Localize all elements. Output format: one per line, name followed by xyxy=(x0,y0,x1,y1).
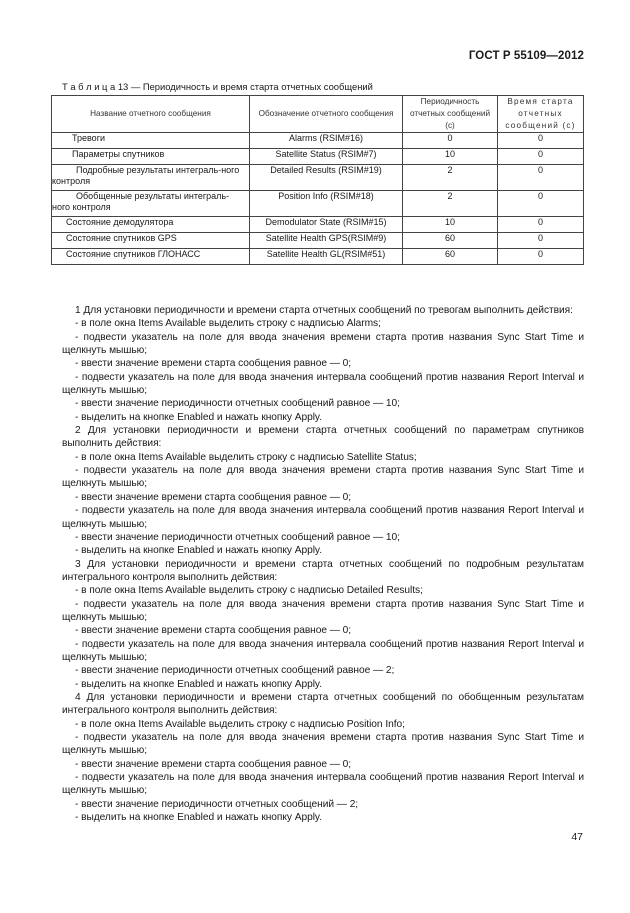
instruction-paragraph: - ввести значение времени старта сообщения равное — 0; xyxy=(75,491,352,503)
table-cell-name: Состояние спутников ГЛОНАСС xyxy=(52,249,250,265)
instruction-paragraph: - выделить на кнопке Enabled и нажать кнопку Apply. xyxy=(75,545,322,557)
instruction-paragraph: - ввести значение времени старта сообщения равное — 0; xyxy=(75,758,352,770)
table-row xyxy=(52,249,584,265)
table-cell-period: 60 xyxy=(403,233,498,249)
table-cell-period: 10 xyxy=(403,217,498,233)
table-cell-period: 2 xyxy=(403,165,498,191)
table-cell-period: 2 xyxy=(403,191,498,217)
table-cell-name: Состояние спутников GPS xyxy=(52,233,250,249)
table-cell-name: Состояние демодулятора xyxy=(52,217,250,233)
table-cell-period: 10 xyxy=(403,149,498,165)
table-row xyxy=(52,217,584,233)
instruction-paragraph: 4 Для установки периодичности и времени старта отчетных сообщений по обобщенным результатам интегрального контроля выполнить действия: xyxy=(62,691,584,717)
instruction-paragraph: - подвести указатель на поле для ввода значения времени старта против названия Sync Start Time и щелкнуть мышью; xyxy=(62,598,584,623)
instruction-paragraph: - ввести значение периодичности отчетных сообщений равное — 10; xyxy=(75,398,400,410)
instruction-paragraph: 3 Для установки периодичности и времени старта отчетных сообщений по подробным результатам интегрального контроля выполнить действия: xyxy=(62,558,584,583)
table-cell-name: Обобщенные результаты интеграль-ного контроля xyxy=(52,191,250,217)
instruction-paragraph: - ввести значение периодичности отчетных сообщений равное — 2; xyxy=(75,665,395,677)
table-row xyxy=(52,149,584,165)
table-cell-name: Параметры спутников xyxy=(52,149,250,165)
table-cell-code: Satellite Status (RSIM#7) xyxy=(250,149,403,165)
instruction-paragraph: - подвести указатель на поле для ввода значения времени старта против названия Sync Start Time и щелкнуть мышью; xyxy=(62,331,584,357)
instruction-paragraph: - подвести указатель на поле для ввода значения времени старта против названия Sync Start Time и щелкнуть мышью; xyxy=(62,732,584,757)
instruction-paragraph: - подвести указатель на поле для ввода значения интервала сообщений против названия Report Interval и щелкнуть мышью; xyxy=(62,505,584,530)
table-cell-code: Satellite Health GL(RSIM#51) xyxy=(250,249,403,265)
instruction-paragraph: - ввести значение периодичности отчетных сообщений равное — 10; xyxy=(75,531,400,543)
instruction-paragraph: - выделить на кнопке Enabled и нажать кнопку Apply. xyxy=(75,678,322,690)
standard-header: ГОСТ Р 55109—2012 xyxy=(468,50,584,62)
instruction-paragraph: - подвести указатель на поле для ввода значения интервала сообщений против названия Report Interval и щелкнуть мышью; xyxy=(62,371,584,397)
instruction-paragraph: - в поле окна Items Available выделить строку с надписью Alarms; xyxy=(75,318,381,330)
table-cell-start: 0 xyxy=(498,233,584,249)
instruction-paragraph: - в поле окна Items Available выделить строку с надписью Position Info; xyxy=(75,718,405,730)
table-cell-period: 0 xyxy=(403,133,498,149)
instruction-paragraph: - в поле окна Items Available выделить строку с надписью Satellite Status; xyxy=(75,451,417,463)
instruction-paragraph: - подвести указатель на поле для ввода значения времени старта против названия Sync Start Time и щелкнуть мышью; xyxy=(62,465,584,490)
instructions-body xyxy=(62,304,584,824)
table-row xyxy=(52,233,584,249)
column-header: Название отчетного сообщения xyxy=(52,96,250,133)
instruction-paragraph: - в поле окна Items Available выделить строку с надписью Detailed Results; xyxy=(75,585,423,597)
table-cell-code: Position Info (RSIM#18) xyxy=(250,191,403,217)
table-cell-start: 0 xyxy=(498,191,584,217)
instruction-paragraph: - ввести значение периодичности отчетных сообщений — 2; xyxy=(75,798,359,810)
table-cell-code: Detailed Results (RSIM#19) xyxy=(250,165,403,191)
table-cell-start: 0 xyxy=(498,165,584,191)
table-cell-start: 0 xyxy=(498,249,584,265)
report-table xyxy=(51,95,584,265)
instruction-paragraph: 2 Для установки периодичности и времени старта отчетных сообщений по параметрам спутников выполнить действия: xyxy=(62,425,584,450)
table-row xyxy=(52,191,584,217)
table-cell-period: 60 xyxy=(403,249,498,265)
table-cell-code: Satellite Health GPS(RSIM#9) xyxy=(250,233,403,249)
instruction-paragraph: - ввести значение времени старта сообщения равное — 0; xyxy=(75,358,352,370)
column-header: Время старта отчетных сообщений (с) xyxy=(498,96,584,133)
column-header: Обозначение отчетного сообщения xyxy=(250,96,403,133)
table-cell-start: 0 xyxy=(498,133,584,149)
table-caption: Т а б л и ц а 13 — Периодичность и время старта отчетных сообщений xyxy=(62,81,373,92)
page-number: 47 xyxy=(571,831,583,843)
table-cell-start: 0 xyxy=(498,149,584,165)
table-row xyxy=(52,165,584,191)
table-row xyxy=(52,133,584,149)
instruction-paragraph: - ввести значение времени старта сообщения равное — 0; xyxy=(75,625,352,637)
table-cell-name: Подробные результаты интеграль-ного контроля xyxy=(52,165,250,191)
instruction-paragraph: - подвести указатель на поле для ввода значения интервала сообщений против названия Report Interval и щелкнуть мышью; xyxy=(62,638,584,663)
table-cell-name: Тревоги xyxy=(52,133,250,149)
table-cell-code: Alarms (RSIM#16) xyxy=(250,133,403,149)
instruction-paragraph: - выделить на кнопке Enabled и нажать кнопку Apply. xyxy=(75,411,322,423)
instruction-paragraph: 1 Для установки периодичности и времени старта отчетных сообщений по тревогам выполнить действия: xyxy=(75,305,573,316)
instruction-paragraph: - подвести указатель на поле для ввода значения интервала сообщений против названия Report Interval и щелкнуть мышью; xyxy=(62,772,584,797)
instruction-paragraph: - выделить на кнопке Enabled и нажать кнопку Apply. xyxy=(75,812,322,824)
table-cell-code: Demodulator State (RSIM#15) xyxy=(250,217,403,233)
column-header: Периодичность отчетных сообщений (с) xyxy=(403,96,498,133)
table-cell-start: 0 xyxy=(498,217,584,233)
